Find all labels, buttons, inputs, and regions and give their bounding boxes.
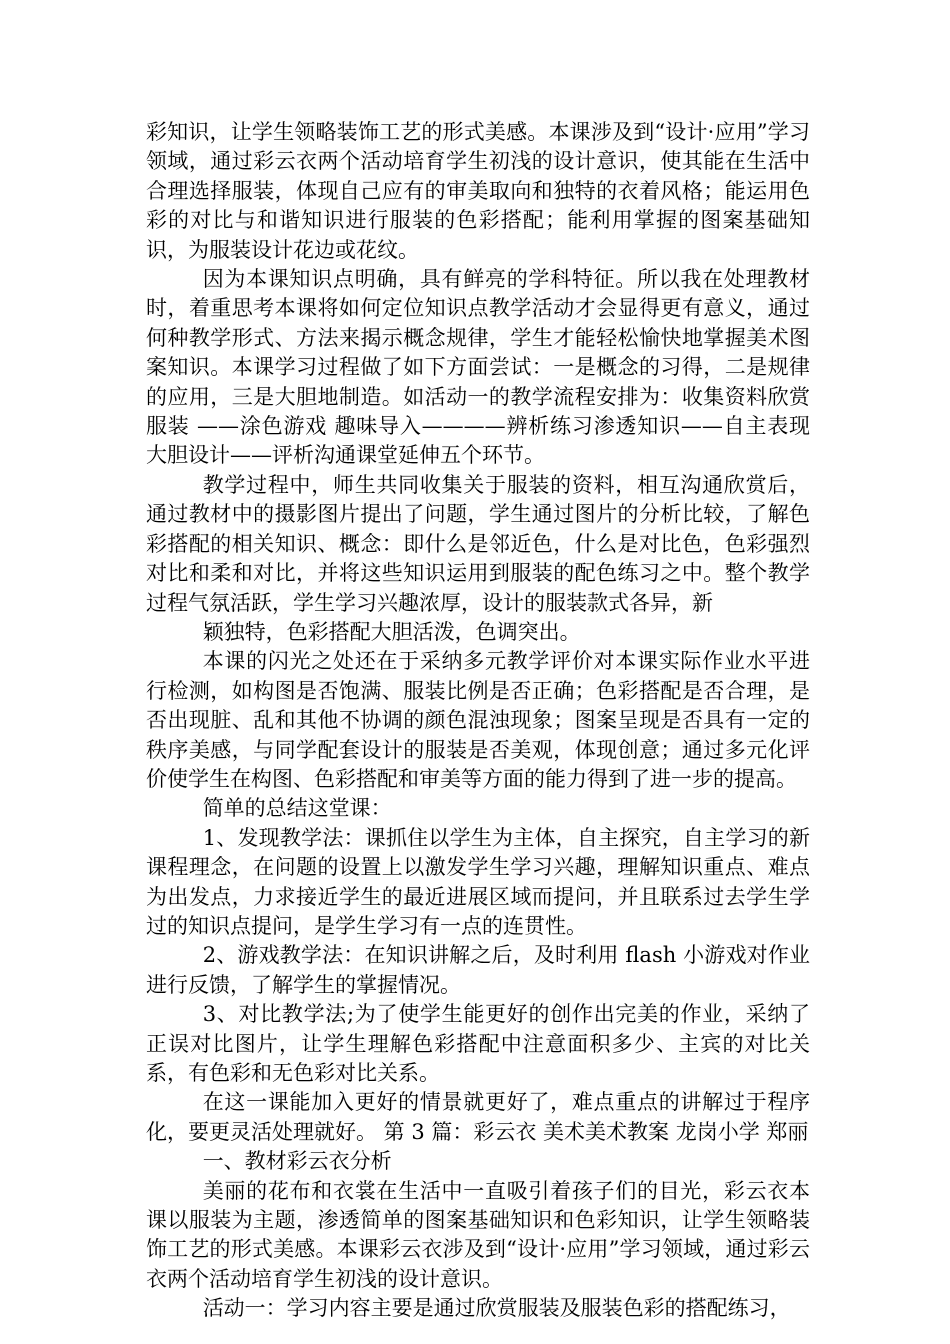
paragraph-12: 活动一：学习内容主要是通过欣赏服装及服装色彩的搭配练习，: [202, 1296, 791, 1321]
paragraph-9: 3、对比教学法;为了使学生能更好的创作出完美的作业，采纳了正误对比图片，让学生理解色彩搭配中注意面积多少、主宾的对比关系，有色彩和无色彩对比关系。: [146, 1002, 810, 1085]
paragraph-10: 在这一课能加入更好的情景就更好了，难点重点的讲解过于程序化，要更灵活处理就好。 第 3 篇：彩云衣 美术美术教案 龙岗小学 郑丽: [146, 1090, 810, 1144]
paragraph-4: 颖独特，色彩搭配大胆活泼，色调突出。: [202, 619, 581, 644]
paragraph-3: 教学过程中，师生共同收集关于服装的资料，相互沟通欣赏后，通过教材中的摄影图片提出了问题，学生通过图片的分析比较，了解色彩搭配的相关知识、概念：即什么是邻近色，什么是对比色，色彩强烈对比和柔和对比，并将这些知识运用到服装的配色练习之中。整个教学过程气氛活跃，学生学习兴趣浓厚，设计的服装款式各异，新: [146, 472, 810, 615]
paragraph-7: 1、发现教学法：课抓住以学生为主体，自主探究，自主学习的新课程理念，在问题的设置上以激发学生学习兴趣，理解知识重点、难点为出发点，力求接近学生的最近进展区域而提问，并且联系过去学生学过的知识点提问，是学生学习有一点的连贯性。: [146, 825, 810, 938]
paragraph-8: 2、游戏教学法：在知识讲解之后，及时利用 flash 小游戏对作业进行反馈，了解学生的掌握情况。: [146, 943, 810, 997]
paragraph-2: 因为本课知识点明确，具有鲜亮的学科特征。所以我在处理教材时，着重思考本课将如何定位知识点教学活动才会显得更有意义，通过何种教学形式、方法来揭示概念规律，学生才能轻松愉快地掌握美术图案知识。本课学习过程做了如下方面尝试：一是概念的习得，二是规律的应用，三是大胆地制造。如活动一的教学流程安排为：收集资料欣赏服装 ——涂色游戏 趣味导入————辨析练习渗透知识——自主表现大胆设计——评析沟通课堂延伸五个环节。: [146, 267, 810, 468]
paragraph-6: 简单的总结这堂课：: [202, 796, 392, 821]
paragraph-5: 本课的闪光之处还在于采纳多元教学评价对本课实际作业水平进行检测，如构图是否饱满、服装比例是否正确；色彩搭配是否合理，是否出现脏、乱和其他不协调的颜色混浊现象；图案呈现是否具有一定的秩序美感，与同学配套设计的服装是否美观，体现创意；通过多元化评价使学生在构图、色彩搭配和审美等方面的能力得到了进一步的提高。: [146, 649, 810, 791]
document-page: [146, 118, 810, 1324]
paragraph-1: 彩知识，让学生领略装饰工艺的形式美感。本课涉及到“设计·应用”学习领域，通过彩云衣两个活动培育学生初浅的设计意识，使其能在生活中合理选择服装，体现自己应有的审美取向和独特的衣着风格；能运用色彩的对比与和谐知识进行服装的色彩搭配；能利用掌握的图案基础知识，为服装设计花边或花纹。: [146, 120, 810, 262]
section-heading: 一、教材彩云衣分析: [202, 1149, 392, 1174]
paragraph-11: 美丽的花布和衣裳在生活中一直吸引着孩子们的目光，彩云衣本课以服装为主题，渗透简单的图案基础知识和色彩知识，让学生领略装饰工艺的形式美感。本课彩云衣涉及到“设计·应用”学习领域，通过彩云衣两个活动培育学生初浅的设计意识。: [146, 1178, 810, 1291]
